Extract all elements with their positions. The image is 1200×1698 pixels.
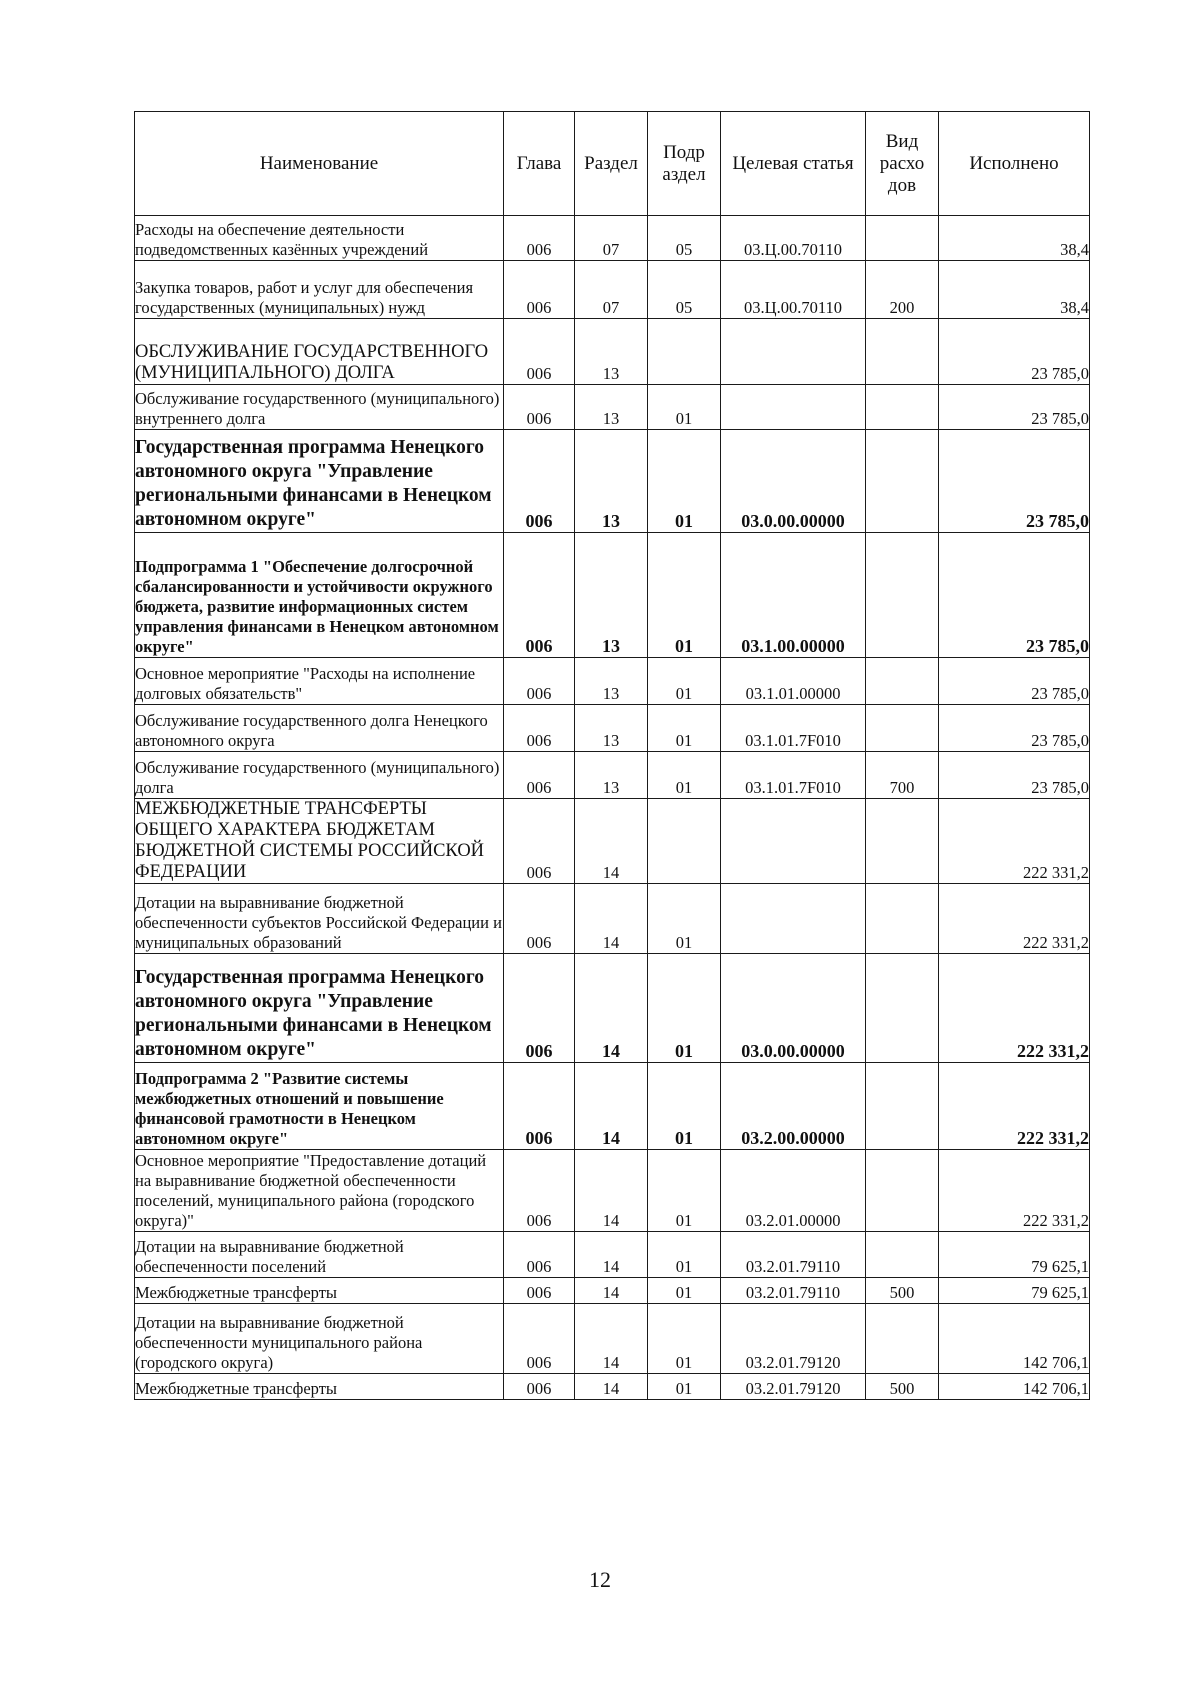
cell-section: 14	[575, 884, 648, 954]
cell-type	[866, 954, 939, 1063]
cell-executed: 23 785,0	[939, 430, 1090, 533]
cell-section: 07	[575, 216, 648, 261]
cell-name: Подпрограмма 1 "Обеспечение долгосрочной сбалансированности и устойчивости окружного бюджета, развитие информационных систем управления финансами в Ненецком автономном округе"	[135, 533, 504, 658]
cell-subsection: 01	[648, 705, 721, 752]
header-type: Вид расхо дов	[866, 112, 939, 216]
cell-subsection: 01	[648, 430, 721, 533]
cell-target	[721, 884, 866, 954]
cell-target: 03.1.00.00000	[721, 533, 866, 658]
cell-chapter: 006	[504, 705, 575, 752]
cell-executed: 79 625,1	[939, 1232, 1090, 1278]
table-row	[135, 954, 1090, 1063]
table-row	[135, 319, 1090, 385]
cell-name: Межбюджетные трансферты	[135, 1278, 504, 1304]
cell-name: Закупка товаров, работ и услуг для обеспечения государственных (муниципальных) нужд	[135, 261, 504, 319]
cell-type	[866, 385, 939, 430]
cell-executed: 38,4	[939, 216, 1090, 261]
cell-executed: 222 331,2	[939, 954, 1090, 1063]
cell-subsection: 01	[648, 1063, 721, 1150]
cell-executed: 222 331,2	[939, 1150, 1090, 1232]
cell-section: 13	[575, 430, 648, 533]
cell-type: 200	[866, 261, 939, 319]
cell-target: 03.2.01.79120	[721, 1304, 866, 1374]
cell-executed: 23 785,0	[939, 319, 1090, 385]
header-row	[135, 112, 1090, 216]
cell-name: Дотации на выравнивание бюджетной обеспеченности поселений	[135, 1232, 504, 1278]
table-row	[135, 533, 1090, 658]
cell-type	[866, 884, 939, 954]
cell-executed: 23 785,0	[939, 752, 1090, 799]
cell-chapter: 006	[504, 1304, 575, 1374]
cell-executed: 222 331,2	[939, 1063, 1090, 1150]
table-row	[135, 752, 1090, 799]
page-number: 12	[589, 1567, 611, 1592]
cell-chapter: 006	[504, 385, 575, 430]
header-target: Целевая статья	[721, 112, 866, 216]
cell-section: 14	[575, 1232, 648, 1278]
cell-subsection: 01	[648, 658, 721, 705]
table-row	[135, 884, 1090, 954]
table-row	[135, 658, 1090, 705]
cell-chapter: 006	[504, 1232, 575, 1278]
cell-target: 03.Ц.00.70110	[721, 216, 866, 261]
cell-name: Межбюджетные трансферты	[135, 1374, 504, 1400]
table-row	[135, 1232, 1090, 1278]
cell-subsection: 01	[648, 954, 721, 1063]
cell-subsection: 01	[648, 752, 721, 799]
cell-name: Обслуживание государственного долга Ненецкого автономного округа	[135, 705, 504, 752]
table-row	[135, 1063, 1090, 1150]
cell-executed: 23 785,0	[939, 385, 1090, 430]
cell-target: 03.2.00.00000	[721, 1063, 866, 1150]
table-row	[135, 1278, 1090, 1304]
cell-type	[866, 658, 939, 705]
cell-section: 14	[575, 1278, 648, 1304]
cell-type	[866, 216, 939, 261]
cell-chapter: 006	[504, 1063, 575, 1150]
cell-chapter: 006	[504, 799, 575, 884]
cell-subsection: 01	[648, 884, 721, 954]
cell-target: 03.2.01.79110	[721, 1278, 866, 1304]
cell-target: 03.2.01.79110	[721, 1232, 866, 1278]
header-section: Раздел	[575, 112, 648, 216]
cell-type: 500	[866, 1278, 939, 1304]
cell-name: Подпрограмма 2 "Развитие системы межбюджетных отношений и повышение финансовой грамотности в Ненецком автономном округе"	[135, 1063, 504, 1150]
cell-section: 14	[575, 1150, 648, 1232]
cell-name: Государственная программа Ненецкого автономного округа "Управление региональными финансами в Ненецком автономном округе"	[135, 430, 504, 533]
cell-name: МЕЖБЮДЖЕТНЫЕ ТРАНСФЕРТЫ ОБЩЕГО ХАРАКТЕРА БЮДЖЕТАМ БЮДЖЕТНОЙ СИСТЕМЫ РОССИЙСКОЙ ФЕДЕРАЦИИ	[135, 799, 504, 884]
cell-executed: 222 331,2	[939, 799, 1090, 884]
cell-target	[721, 319, 866, 385]
cell-type: 700	[866, 752, 939, 799]
cell-target: 03.Ц.00.70110	[721, 261, 866, 319]
cell-name: Дотации на выравнивание бюджетной обеспеченности муниципального района (городского округа)	[135, 1304, 504, 1374]
cell-name: ОБСЛУЖИВАНИЕ ГОСУДАРСТВЕННОГО (МУНИЦИПАЛЬНОГО) ДОЛГА	[135, 319, 504, 385]
cell-subsection: 05	[648, 261, 721, 319]
cell-subsection: 01	[648, 385, 721, 430]
cell-target: 03.1.01.7F010	[721, 752, 866, 799]
cell-name: Расходы на обеспечение деятельности подведомственных казённых учреждений	[135, 216, 504, 261]
cell-subsection: 01	[648, 1278, 721, 1304]
header-chapter: Глава	[504, 112, 575, 216]
table-row	[135, 385, 1090, 430]
cell-subsection	[648, 799, 721, 884]
cell-name: Дотации на выравнивание бюджетной обеспеченности субъектов Российской Федерации и муниципальных образований	[135, 884, 504, 954]
cell-chapter: 006	[504, 1150, 575, 1232]
cell-executed: 79 625,1	[939, 1278, 1090, 1304]
cell-type	[866, 705, 939, 752]
cell-section: 14	[575, 954, 648, 1063]
cell-section: 13	[575, 533, 648, 658]
cell-chapter: 006	[504, 1374, 575, 1400]
cell-type	[866, 1232, 939, 1278]
cell-name: Основное мероприятие "Предоставление дотаций на выравнивание бюджетной обеспеченности поселений, муниципального района (городского округа)"	[135, 1150, 504, 1232]
cell-name: Обслуживание государственного (муниципального) внутреннего долга	[135, 385, 504, 430]
cell-target: 03.0.00.00000	[721, 430, 866, 533]
cell-chapter: 006	[504, 954, 575, 1063]
cell-executed: 142 706,1	[939, 1304, 1090, 1374]
cell-chapter: 006	[504, 752, 575, 799]
cell-target: 03.0.00.00000	[721, 954, 866, 1063]
cell-section: 14	[575, 1304, 648, 1374]
cell-target: 03.2.01.00000	[721, 1150, 866, 1232]
cell-executed: 23 785,0	[939, 705, 1090, 752]
cell-section: 13	[575, 752, 648, 799]
cell-section: 13	[575, 658, 648, 705]
table-row	[135, 1304, 1090, 1374]
table-row	[135, 1374, 1090, 1400]
cell-chapter: 006	[504, 319, 575, 385]
cell-section: 14	[575, 799, 648, 884]
cell-executed: 23 785,0	[939, 658, 1090, 705]
table-row	[135, 261, 1090, 319]
table-row	[135, 705, 1090, 752]
cell-executed: 38,4	[939, 261, 1090, 319]
cell-executed: 222 331,2	[939, 884, 1090, 954]
cell-type	[866, 430, 939, 533]
table-row	[135, 799, 1090, 884]
cell-type	[866, 1063, 939, 1150]
cell-section: 14	[575, 1374, 648, 1400]
header-name: Наименование	[135, 112, 504, 216]
cell-chapter: 006	[504, 430, 575, 533]
cell-type	[866, 319, 939, 385]
header-subsection: Подр аздел	[648, 112, 721, 216]
cell-subsection: 01	[648, 533, 721, 658]
cell-section: 14	[575, 1063, 648, 1150]
cell-type	[866, 799, 939, 884]
cell-subsection: 05	[648, 216, 721, 261]
cell-section: 13	[575, 385, 648, 430]
cell-section: 07	[575, 261, 648, 319]
cell-subsection: 01	[648, 1232, 721, 1278]
cell-subsection: 01	[648, 1304, 721, 1374]
budget-table	[134, 111, 1090, 1400]
cell-target	[721, 799, 866, 884]
cell-type	[866, 1150, 939, 1232]
cell-name: Обслуживание государственного (муниципального) долга	[135, 752, 504, 799]
cell-subsection: 01	[648, 1150, 721, 1232]
cell-section: 13	[575, 705, 648, 752]
cell-chapter: 006	[504, 216, 575, 261]
cell-type	[866, 533, 939, 658]
cell-chapter: 006	[504, 533, 575, 658]
cell-type	[866, 1304, 939, 1374]
header-executed: Исполнено	[939, 112, 1090, 216]
cell-chapter: 006	[504, 884, 575, 954]
cell-executed: 23 785,0	[939, 533, 1090, 658]
table-row	[135, 1150, 1090, 1232]
cell-name: Государственная программа Ненецкого автономного округа "Управление региональными финансами в Ненецком автономном округе"	[135, 954, 504, 1063]
cell-target: 03.2.01.79120	[721, 1374, 866, 1400]
cell-name: Основное мероприятие "Расходы на исполнение долговых обязательств"	[135, 658, 504, 705]
cell-target	[721, 385, 866, 430]
cell-section: 13	[575, 319, 648, 385]
cell-subsection	[648, 319, 721, 385]
cell-chapter: 006	[504, 1278, 575, 1304]
table-row	[135, 216, 1090, 261]
cell-executed: 142 706,1	[939, 1374, 1090, 1400]
cell-chapter: 006	[504, 658, 575, 705]
cell-target: 03.1.01.00000	[721, 658, 866, 705]
cell-type: 500	[866, 1374, 939, 1400]
cell-target: 03.1.01.7F010	[721, 705, 866, 752]
cell-subsection: 01	[648, 1374, 721, 1400]
cell-chapter: 006	[504, 261, 575, 319]
table-row	[135, 430, 1090, 533]
